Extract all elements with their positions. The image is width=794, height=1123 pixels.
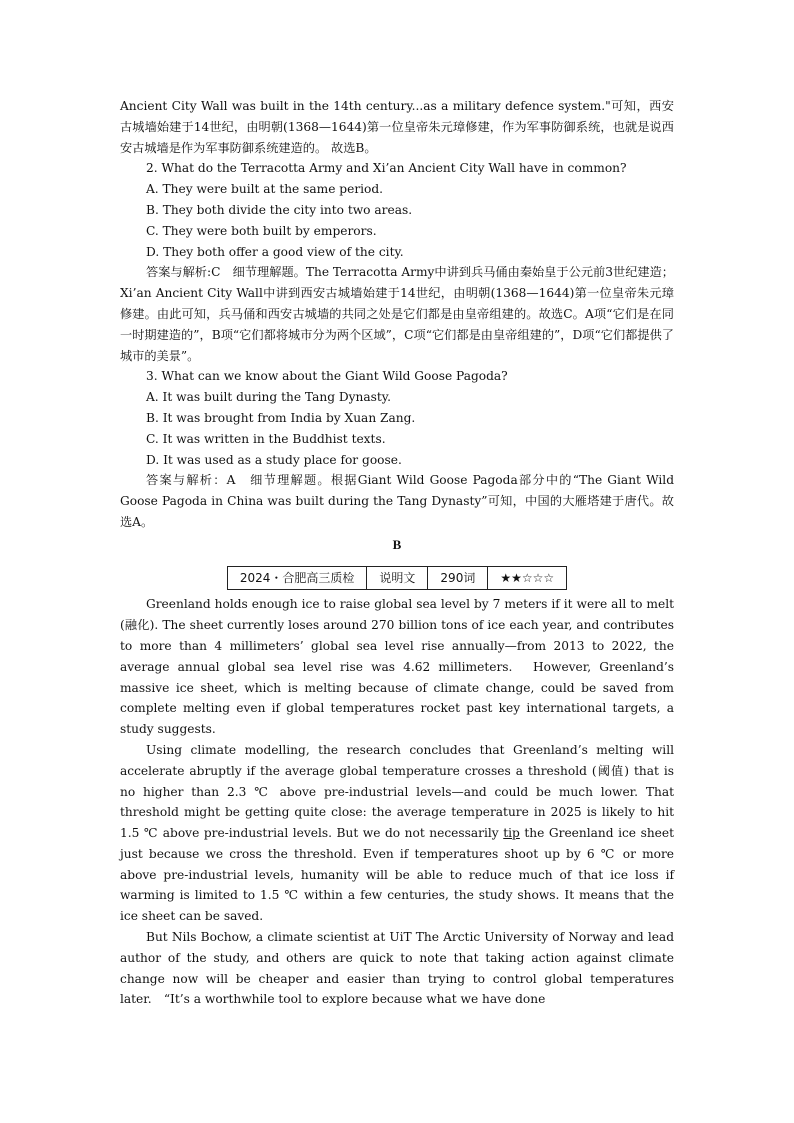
question-2-option-d: D. They both offer a good view of the city. (146, 244, 404, 259)
passage-paragraph-2 (120, 740, 674, 927)
passage-paragraph-1: Greenland holds enough ice to raise global sea level by 7 meters if it were all to melt (融化). The sheet currently loses around 270 billion tons of ice each year, and contributes to more than 4 millimeters’ global sea level rise annually—from 2013 to 2022, the average annual global sea level rise was 4.62 millimeters. However, Greenland’s massive ice sheet, which is melting because of climate change, could be saved from complete melting even if global temperatures rocket past key international targets, a study suggests. (120, 597, 674, 737)
question-2-answer: 答案与解析:C 细节理解题。The Terracotta Army中讲到兵马俑由秦始皇于公元前3世纪建造；Xi’an Ancient City Wall中讲到西安古城墙始建于14世纪，由明朝(1368—1644)第一位皇帝朱元璋修建。由此可知，兵马俑和西安古城墙的共同之处是它们都是由皇帝组建的。故选C。A项“它们是在同一时期建造的”，B项“它们都将城市分为两个区域”，C项“它们都是由皇帝组建的”，D项“它们都提供了城市的美景”。 (120, 265, 674, 363)
question-2: 2. What do the Terracotta Army and Xi’an Ancient City Wall have in common? (146, 161, 627, 176)
underlined-word-tip: tip (503, 826, 520, 841)
question-2-option-c: C. They were both built by emperors. (146, 223, 377, 238)
passage-paragraph-3: But Nils Bochow, a climate scientist at UiT The Arctic University of Norway and lead author of the study, and others are quick to note that taking action against climate change now will be cheaper and easier than trying to control global temperatures later. “It’s a worthwhile tool to explore because what we have done (120, 930, 674, 1007)
question-3: 3. What can we know about the Giant Wild Goose Pagoda? (146, 369, 508, 384)
continued-answer-paragraph: Ancient City Wall was built in the 14th century...as a military defence system."可知，西安古城墙始建于14世纪，由明朝(1368—1644)第一位皇帝朱元璋修建，作为军事防御系统，也就是说西安古城墙是作为军事防御系统建造的。 故选B。 (120, 99, 674, 155)
info-word-count: 290词 (428, 566, 488, 590)
section-heading: B (392, 536, 402, 552)
question-3-option-d: D. It was used as a study place for goose. (146, 452, 402, 467)
info-genre: 说明文 (367, 566, 428, 590)
info-source: 2024・合肥高三质检 (227, 566, 367, 590)
info-difficulty: ★★☆☆☆ (488, 566, 567, 590)
document-content (120, 96, 674, 1010)
question-2-option-b: B. They both divide the city into two areas. (146, 202, 413, 217)
question-2-option-a: A. They were built at the same period. (146, 182, 384, 197)
passage-paragraph-2-part-2: the Greenland ice sheet just because we cross the threshold. Even if temperatures shoot up by 6 ℃ or more above pre-industrial levels, humanity will be able to reduce much of that ice loss if warming is limited to 1.5 ℃ within a few centuries, the study shows. It means that the ice sheet can be saved. (120, 826, 674, 924)
question-3-option-b: B. It was brought from India by Xuan Zang. (146, 410, 416, 425)
passage-paragraph-2-part-1: Using climate modelling, the research concludes that Greenland’s melting will accelerate abruptly if the average global temperature crosses a threshold (阈值) that is no higher than 2.3 ℃ above pre-industrial levels—and could be much lower. That threshold might be getting quite close: the average temperature in 2025 is likely to hit 1.5 ℃ above pre-industrial levels. But we do not necessarily (120, 742, 674, 841)
passage-info-table (227, 566, 567, 591)
question-3-option-a: A. It was built during the Tang Dynasty. (146, 390, 391, 405)
question-3-answer: 答案与解析：A 细节理解题。根据Giant Wild Goose Pagoda部分中的“The Giant Wild Goose Pagoda in China was built during the Tang Dynasty”可知，中国的大雁塔建于唐代。故选A。 (120, 473, 674, 529)
question-3-option-c: C. It was written in the Buddhist texts. (146, 431, 386, 446)
